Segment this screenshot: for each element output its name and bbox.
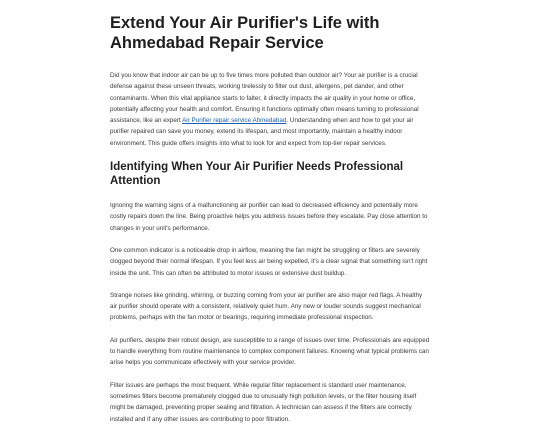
body-paragraph-noises: Strange noises like grinding, whirring, or buzzing coming from your air purifier are also major red flags. A healthy air purifier should operate with a consistent, relatively quiet hum. Any new or louder sounds suggest mechanical problems, perhaps with the fan motor or bearings, requiring immediate professional inspection.: [110, 291, 423, 322]
repair-service-link[interactable]: Air Purifier repair service Ahmedabad: [182, 117, 287, 125]
intro-text-before-link: Did you know that indoor air can be up to five times more polluted than outdoor air? Your air purifier is a crucial defense against these unseen threats, working tirelessly to filter out dust, allergens, pet dander, and other contaminants. When this vital appliance starts to falter, it directly impacts the air quality in your home or office, potentially affecting your health and comfort. Ensuring it functions optimally often means turning to professional assistance, like an expert: [110, 72, 419, 125]
body-paragraph-filter-issues: Filter issues are perhaps the most frequent. While regular filter replacement is standard user maintenance, sometimes filters become prematurely clogged due to unusually high pollution levels, or the filter housing itself might be damaged, preventing proper sealing and filtration. A technician can assess if the filters are correctly installed and if any other issues are contributing to poor filtration.: [110, 381, 417, 423]
intro-text-after-link: . Understanding when and how to get your air purifier repaired can save you money, extend its lifespan, and most importantly, maintain a healthy indoor environment. This guide offers insights into what to look for and expect from top-tier repair services.: [110, 117, 414, 147]
body-paragraph-common-issues: Air purifiers, despite their robust design, are susceptible to a range of issues over time. Professionals are equipped to handle everything from routine maintenance to complex component failures. Knowing what typical problems can arise helps you communicate effectively with your service provider.: [110, 336, 430, 367]
body-paragraph-warning-signs: Ignoring the warning signs of a malfunctioning air purifier can lead to decreased efficiency and potentially more costly repairs down the line. Being proactive helps you address issues before they escalate. Pay close attention to changes in your unit's performance.: [110, 202, 428, 232]
page-title: Extend Your Air Purifier's Life with Ahmedabad Repair Service: [110, 14, 380, 52]
body-paragraph-airflow: One common indicator is a noticeable drop in airflow, meaning the fan might be struggling or filters are severely clogged beyond their normal lifespan. If you feel less air being expelled, it's a clear signal that something isn't right inside the unit. This can often be attributed to motor issues or extensive dust buildup.: [110, 246, 428, 277]
section-heading: Identifying When Your Air Purifier Needs Professional Attention: [110, 161, 404, 188]
intro-paragraph: [110, 70, 430, 149]
